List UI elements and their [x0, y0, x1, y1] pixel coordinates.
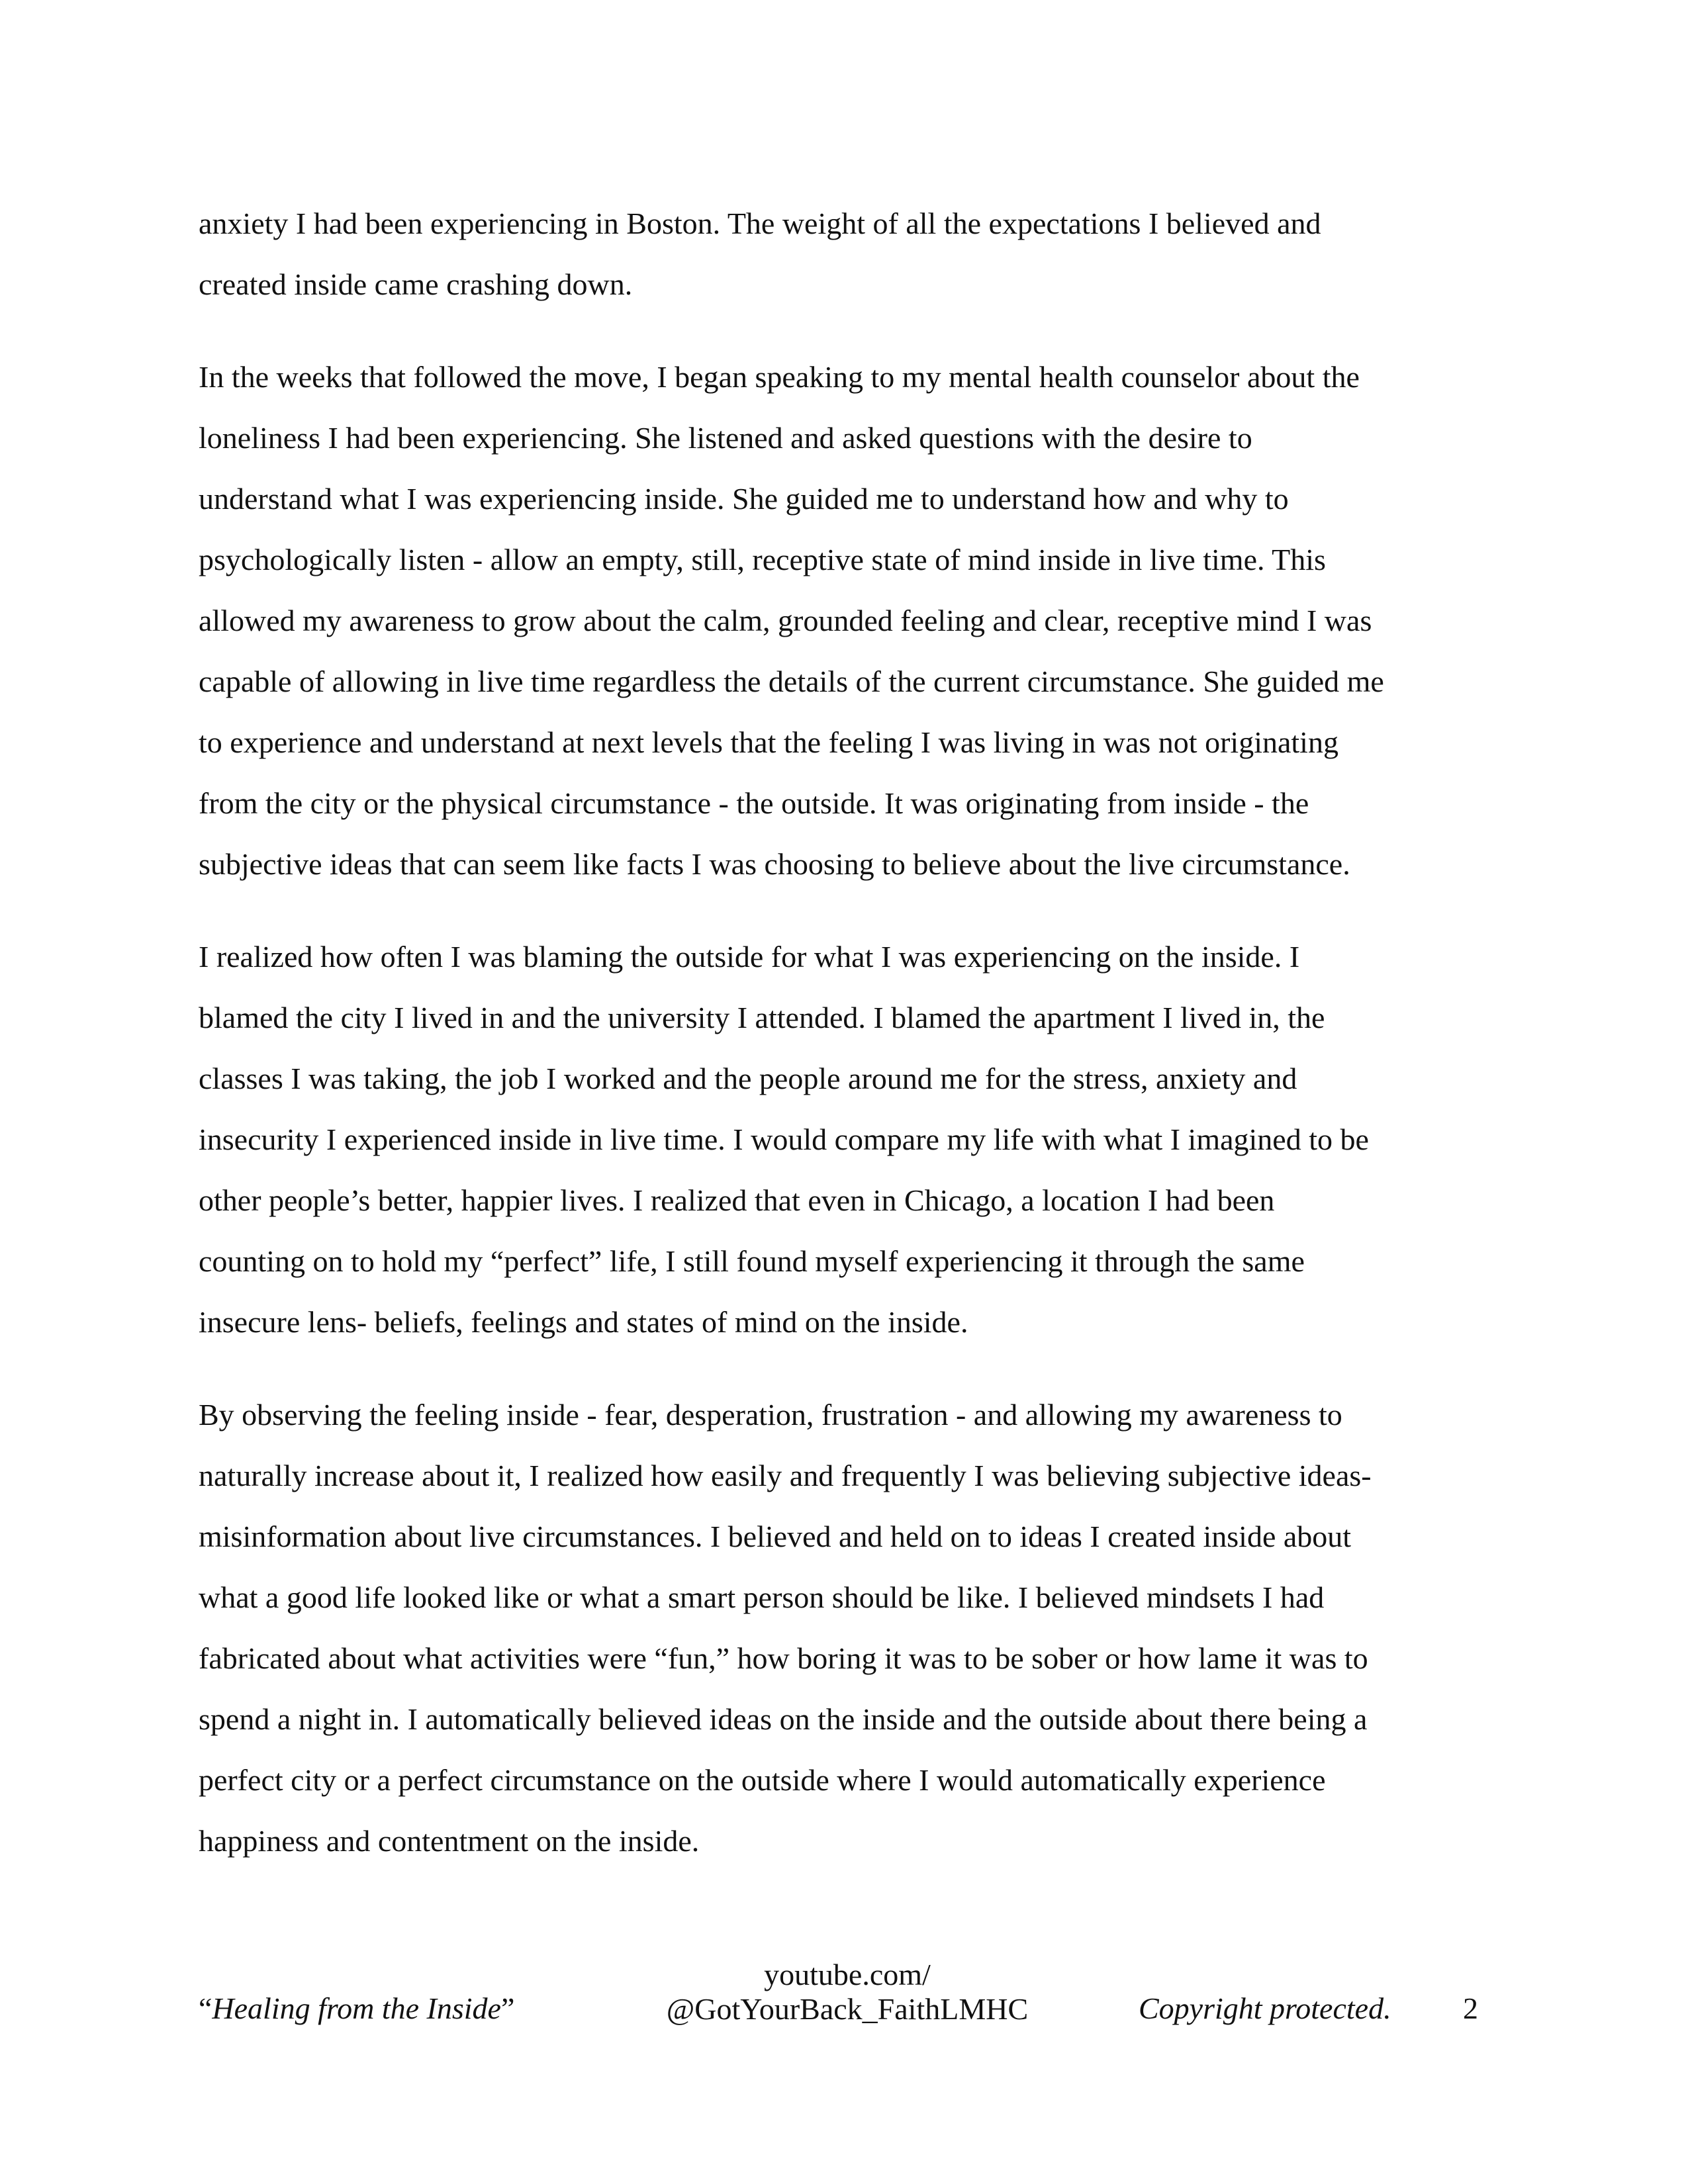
text-line: naturally increase about it, I realized how easily and frequently I was believing subjective ideas-	[199, 1459, 1372, 1492]
text-line: loneliness I had been experiencing. She listened and asked questions with the desire to	[199, 421, 1252, 455]
text-line: In the weeks that followed the move, I began speaking to my mental health counselor about the	[199, 360, 1360, 394]
close-quote: ”	[500, 1991, 515, 2025]
paragraph-1	[199, 193, 1496, 315]
text-line: counting on to hold my “perfect” life, I still found myself experiencing it through the same	[199, 1244, 1305, 1278]
text-line: other people’s better, happier lives. I realized that even in Chicago, a location I had been	[199, 1183, 1275, 1217]
page-number: 2	[1463, 1991, 1478, 2025]
text-line: classes I was taking, the job I worked and the people around me for the stress, anxiety and	[199, 1062, 1297, 1095]
text-line: misinformation about live circumstances. I believed and held on to ideas I created inside about	[199, 1520, 1352, 1553]
text-line: perfect city or a perfect circumstance on the outside where I would automatically experience	[199, 1763, 1326, 1797]
book-title-text: Healing from the Inside	[212, 1991, 501, 2025]
text-line: subjective ideas that can seem like facts I was choosing to believe about the live circumstance.	[199, 847, 1350, 881]
channel-url: youtube.com/	[764, 1958, 931, 1991]
text-line: what a good life looked like or what a smart person should be like. I believed mindsets I had	[199, 1580, 1325, 1614]
paragraph-2	[199, 347, 1496, 895]
text-line: psychologically listen - allow an empty, still, receptive state of mind inside in live time. This	[199, 543, 1326, 576]
text-line: By observing the feeling inside - fear, desperation, frustration - and allowing my awareness to	[199, 1398, 1342, 1432]
body-text	[199, 193, 1496, 1903]
text-line: spend a night in. I automatically believed ideas on the inside and the outside about there being a	[199, 1702, 1368, 1736]
text-line: to experience and understand at next levels that the feeling I was living in was not originating	[199, 725, 1338, 759]
text-line: capable of allowing in live time regardless the details of the current circumstance. She guided me	[199, 664, 1384, 698]
text-line: created inside came crashing down.	[199, 267, 633, 301]
text-line: from the city or the physical circumstance - the outside. It was originating from inside - the	[199, 786, 1309, 820]
open-quote: “	[199, 1991, 212, 2025]
footer-copyright: Copyright protected.	[1139, 1991, 1391, 2025]
channel-handle: @GotYourBack_FaithLMHC	[666, 1992, 1029, 2026]
footer-channel-link	[649, 1958, 1046, 2026]
footer-book-title	[199, 1991, 514, 2026]
paragraph-3	[199, 927, 1496, 1353]
text-line: allowed my awareness to grow about the calm, grounded feeling and clear, receptive mind I was	[199, 604, 1372, 637]
text-line: fabricated about what activities were “fun,” how boring it was to be sober or how lame it was to	[199, 1641, 1368, 1675]
paragraph-4	[199, 1385, 1496, 1872]
text-line: I realized how often I was blaming the outside for what I was experiencing on the inside. I	[199, 940, 1300, 974]
text-line: insecurity I experienced inside in live time. I would compare my life with what I imagined to be	[199, 1122, 1369, 1156]
text-line: happiness and contentment on the inside.	[199, 1824, 700, 1858]
text-line: anxiety I had been experiencing in Boston. The weight of all the expectations I believed and	[199, 206, 1321, 240]
text-line: insecure lens- beliefs, feelings and states of mind on the inside.	[199, 1305, 968, 1339]
text-line: understand what I was experiencing inside. She guided me to understand how and why to	[199, 482, 1289, 516]
text-line: blamed the city I lived in and the university I attended. I blamed the apartment I lived in, the	[199, 1001, 1325, 1034]
